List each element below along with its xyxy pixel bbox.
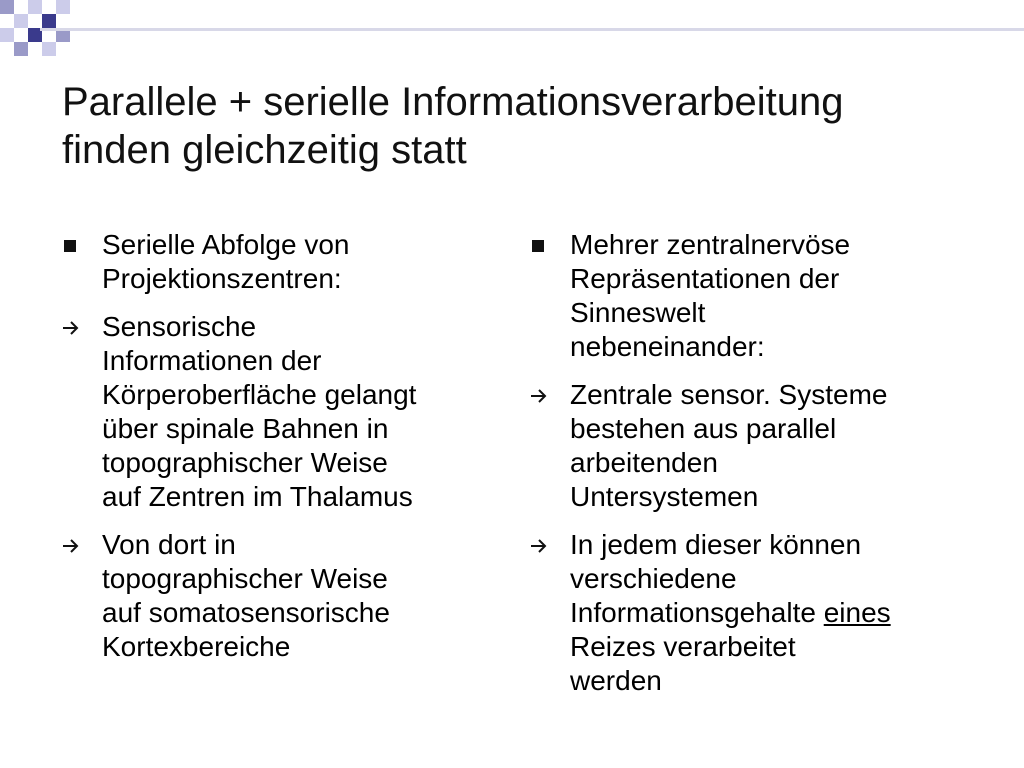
item-line: Projektionszentren:: [102, 263, 342, 294]
item-line: topographischer Weise: [102, 447, 388, 478]
deco-square: [42, 14, 56, 28]
item-line: Mehrer zentralnervöse: [570, 229, 851, 260]
item-line: [570, 596, 970, 630]
list-item: [62, 528, 482, 664]
item-line: Reizes verarbeitet: [570, 631, 796, 662]
list-item: [530, 528, 970, 698]
item-line: nebeneinander:: [570, 331, 765, 362]
item-line: Untersystemen: [570, 481, 759, 512]
deco-square: [56, 0, 70, 14]
item-line: Zentrale sensor. Systeme: [570, 379, 888, 410]
deco-square: [42, 42, 56, 56]
arrow-right-icon: [530, 378, 550, 412]
list-item: [530, 228, 970, 364]
item-line: Von dort in: [102, 529, 236, 560]
underlined-word: eines: [823, 597, 891, 628]
right-column: [530, 228, 970, 712]
item-line: verschiedene: [570, 563, 737, 594]
item-line: Sensorische: [102, 311, 257, 342]
slide-title: [62, 78, 982, 174]
list-item: [62, 310, 482, 514]
item-line: Informationen der: [102, 345, 322, 376]
arrow-right-icon: [62, 528, 82, 562]
deco-square: [14, 14, 28, 28]
arrow-right-icon: [530, 528, 550, 562]
item-line: Kortexbereiche: [102, 631, 291, 662]
item-line: über spinale Bahnen in: [102, 413, 389, 444]
deco-square: [14, 0, 28, 14]
item-line: auf somatosensorische: [102, 597, 390, 628]
title-line: finden gleichzeitig statt: [62, 128, 467, 172]
item-line: auf Zentren im Thalamus: [102, 481, 413, 512]
item-line: arbeitenden: [570, 447, 718, 478]
item-line: Körperoberfläche gelangt: [102, 379, 417, 410]
item-line: Serielle Abfolge von: [102, 229, 350, 260]
deco-square: [42, 0, 56, 14]
list-item: [530, 378, 970, 514]
square-bullet-icon: [64, 240, 76, 252]
list-item: [62, 228, 482, 296]
square-bullet-icon: [532, 240, 544, 252]
header-divider: [40, 28, 1024, 31]
left-column: [62, 228, 482, 678]
item-line: werden: [570, 665, 662, 696]
arrow-right-icon: [62, 310, 82, 344]
deco-square: [0, 28, 14, 42]
item-line: In jedem dieser können: [570, 529, 862, 560]
item-line: topographischer Weise: [102, 563, 388, 594]
item-line: Sinneswelt: [570, 297, 706, 328]
item-line: Repräsentationen der: [570, 263, 840, 294]
deco-square: [28, 0, 42, 14]
deco-square: [14, 42, 28, 56]
item-line: bestehen aus parallel: [570, 413, 837, 444]
title-line: Parallele + serielle Informationsverarbeitung: [62, 80, 844, 124]
item-text: Informationsgehalte: [570, 597, 824, 628]
deco-square: [0, 0, 14, 14]
